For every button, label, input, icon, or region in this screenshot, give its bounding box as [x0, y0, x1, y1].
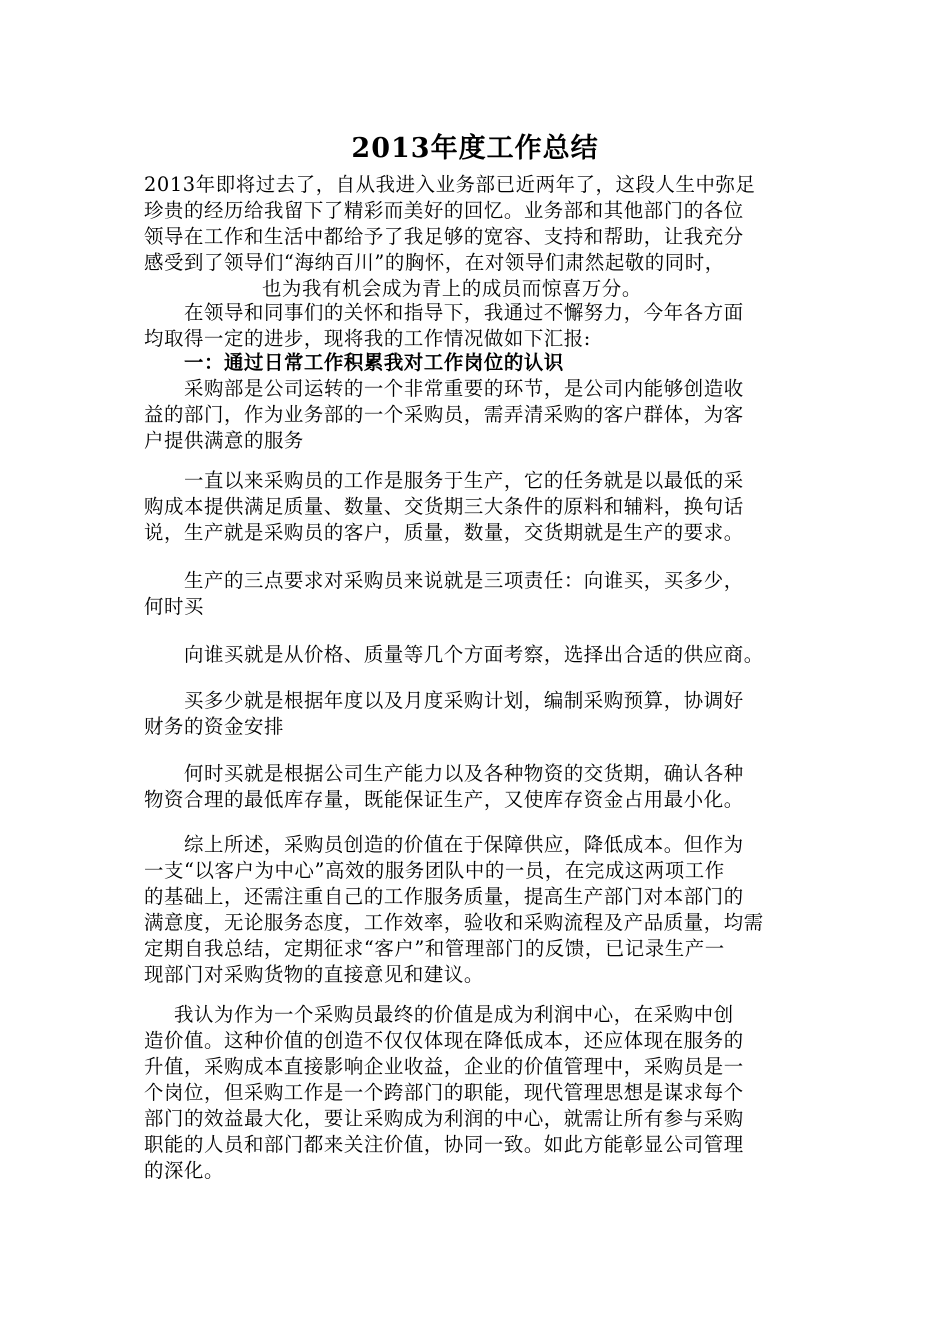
text-line: 珍贵的经历给我留下了精彩而美好的回忆。业务部和其他部门的各位	[144, 199, 744, 222]
text-line: 户提供满意的服务	[144, 429, 304, 452]
paragraph-progress	[144, 300, 806, 352]
text-line: 部门的效益最大化，要让采购成为利润的中心，就需让所有参与采购	[144, 1107, 744, 1130]
text-line: 职能的人员和部门都来关注价值，协同一致。如此方能彰显公司管理	[144, 1133, 744, 1156]
document-title: 2013年度工作总结	[351, 133, 599, 164]
text-line: 领导在工作和生活中都给予了我足够的宽容、支持和帮助，让我充分	[144, 225, 744, 248]
text-line: 一直以来采购员的工作是服务于生产，它的任务就是以最低的采	[184, 469, 744, 492]
text-line: 综上所述，采购员创造的价值在于保障供应，降低成本。但作为	[184, 833, 744, 856]
text-line: 买多少就是根据年度以及月度采购计划，编制采购预算，协调好	[184, 689, 744, 712]
paragraph-value-center	[144, 1002, 806, 1184]
text-line: 造价值。这种价值的创造不仅仅体现在降低成本，还应体现在服务的	[144, 1029, 744, 1052]
text-line: 购成本提供满足质量、数量、交货期三大条件的原料和辅料，换句话	[144, 495, 744, 518]
text-line: 一支“以客户为中心”高效的服务团队中的一员，在完成这两项工作	[144, 859, 725, 882]
text-line: 感受到了领导们“海纳百川”的胸怀，在对领导们肃然起敬的同时，	[144, 251, 725, 274]
section-heading: 一：通过日常工作积累我对工作岗位的认识	[184, 351, 564, 374]
text-line: 升值，采购成本直接影响企业收益，企业的价值管理中，采购员是一	[144, 1055, 744, 1078]
paragraph-three-duties	[144, 568, 806, 620]
text-line: 满意度，无论服务态度，工作效率，验收和采购流程及产品质量，均需	[144, 911, 764, 934]
text-line: 的深化。	[144, 1159, 224, 1182]
text-line: 向谁买就是从价格、质量等几个方面考察，选择出合适的供应商。	[184, 643, 764, 666]
paragraph-summary	[144, 832, 806, 988]
text-line: 也为我有机会成为青上的成员而惊喜万分。	[262, 277, 642, 300]
paragraph-service-production	[144, 468, 806, 546]
text-line: 何时买就是根据公司生产能力以及各种物资的交货期，确认各种	[184, 762, 744, 785]
text-line: 财务的资金安排	[144, 715, 284, 738]
text-line: 益的部门，作为业务部的一个采购员，需弄清采购的客户群体，为客	[144, 403, 744, 426]
text-line: 何时买	[144, 595, 204, 618]
text-line: 均取得一定的进步，现将我的工作情况做如下汇报:	[144, 327, 591, 350]
paragraph-purchasing-dept	[144, 376, 806, 454]
text-line: 现部门对采购货物的直接意见和建议。	[144, 963, 484, 986]
text-line: 2013年即将过去了，自从我进入业务部已近两年了，这段人生中弥足	[144, 173, 756, 196]
text-line: 生产的三点要求对采购员来说就是三项责任：向谁买，买多少，	[184, 569, 744, 592]
text-line: 说，生产就是采购员的客户，质量，数量，交货期就是生产的要求。	[144, 521, 744, 544]
intro-paragraph	[144, 172, 806, 302]
text-line: 的基础上，还需注重自己的工作服务质量，提高生产部门对本部门的	[144, 885, 744, 908]
text-line: 我认为作为一个采购员最终的价值是成为利润中心，在采购中创	[174, 1003, 734, 1026]
paragraph-how-much	[144, 688, 806, 740]
section-heading-1	[144, 350, 806, 376]
text-line: 个岗位，但采购工作是一个跨部门的职能，现代管理思想是谋求每个	[144, 1081, 744, 1104]
text-line: 物资合理的最低库存量，既能保证生产，又使库存资金占用最小化。	[144, 788, 744, 811]
text-line: 采购部是公司运转的一个非常重要的环节，是公司内能够创造收	[184, 377, 744, 400]
paragraph-from-whom	[144, 642, 806, 668]
paragraph-when	[144, 761, 806, 813]
text-line: 定期自我总结，定期征求“客户”和管理部门的反馈，已记录生产一	[144, 937, 725, 960]
text-line: 在领导和同事们的关怀和指导下，我通过不懈努力，今年各方面	[184, 301, 744, 324]
